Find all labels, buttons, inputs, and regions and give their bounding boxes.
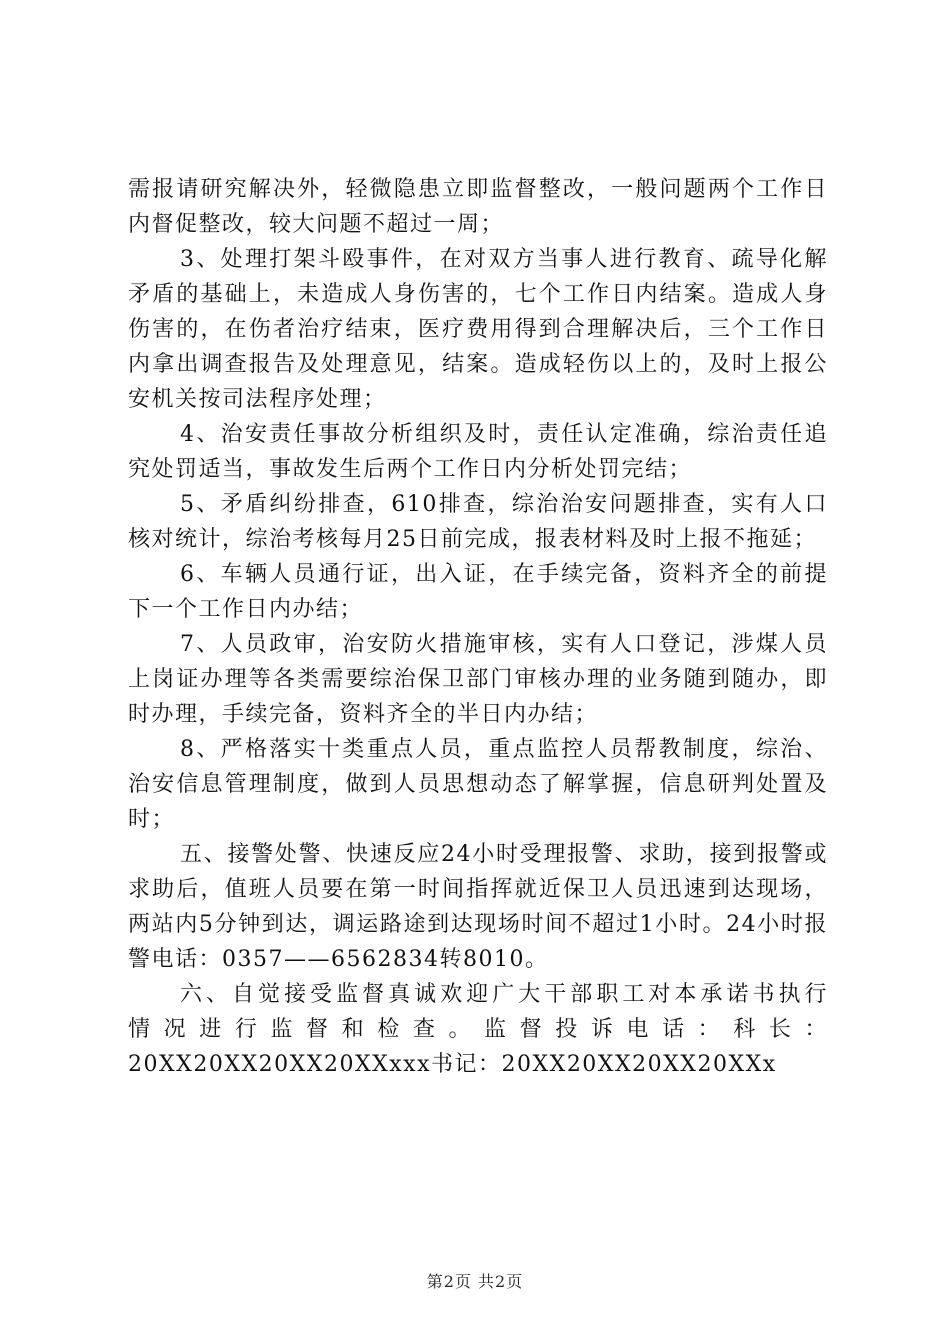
paragraph-item-5: 5、矛盾纠纷排查，610排查，综治治安问题排查，实有人口核对统计，综治考核每月25日前完成，报表材料及时上报不拖延； <box>128 492 828 552</box>
paragraph-item-7: 7、人员政审，治安防火措施审核，实有人口登记，涉煤人员上岗证办理等各类需要综治保卫部门审核办理的业务随到随办，即时办理，手续完备，资料齐全的半日内办结； <box>128 632 828 727</box>
paragraph-section-6-line3: 20XX20XX20XX20XXxxx书记：20XX20XX20XX20XXx <box>128 1052 777 1077</box>
document-body <box>128 172 828 1082</box>
paragraph-section-6-line2: 情况进行监督和检查。监督投诉电话：科长： <box>128 1017 828 1042</box>
paragraph-item-4: 4、治安责任事故分析组织及时，责任认定准确，综治责任追究处罚适当，事故发生后两个工作日内分析处罚完结； <box>128 422 828 482</box>
paragraph-continued: 需报请研究解决外，轻微隐患立即监督整改，一般问题两个工作日内督促整改，较大问题不超过一周； <box>128 177 828 237</box>
paragraph-section-5: 五、接警处警、快速反应24小时受理报警、求助，接到报警或求助后，值班人员要在第一时间指挥就近保卫人员迅速到达现场，两站内5分钟到达，调运路途到达现场时间不超过1小时。24小时报警电话：0357——6562834转8010。 <box>128 842 828 972</box>
paragraph-item-8: 8、严格落实十类重点人员，重点监控人员帮教制度，综治、治安信息管理制度，做到人员思想动态了解掌握，信息研判处置及时； <box>128 737 828 832</box>
paragraph-section-6-line1: 六、自觉接受监督真诚欢迎广大干部职工对本承诺书执行 <box>180 982 828 1007</box>
paragraph-item-3: 3、处理打架斗殴事件，在对双方当事人进行教育、疏导化解矛盾的基础上，未造成人身伤害的，七个工作日内结案。造成人身伤害的，在伤者治疗结束，医疗费用得到合理解决后，三个工作日内拿出调查报告及处理意见，结案。造成轻伤以上的，及时上报公安机关按司法程序处理； <box>128 247 828 412</box>
page-footer: 第2页 共2页 <box>426 1272 524 1291</box>
paragraph-item-6: 6、车辆人员通行证，出入证，在手续完备，资料齐全的前提下一个工作日内办结； <box>128 562 828 622</box>
